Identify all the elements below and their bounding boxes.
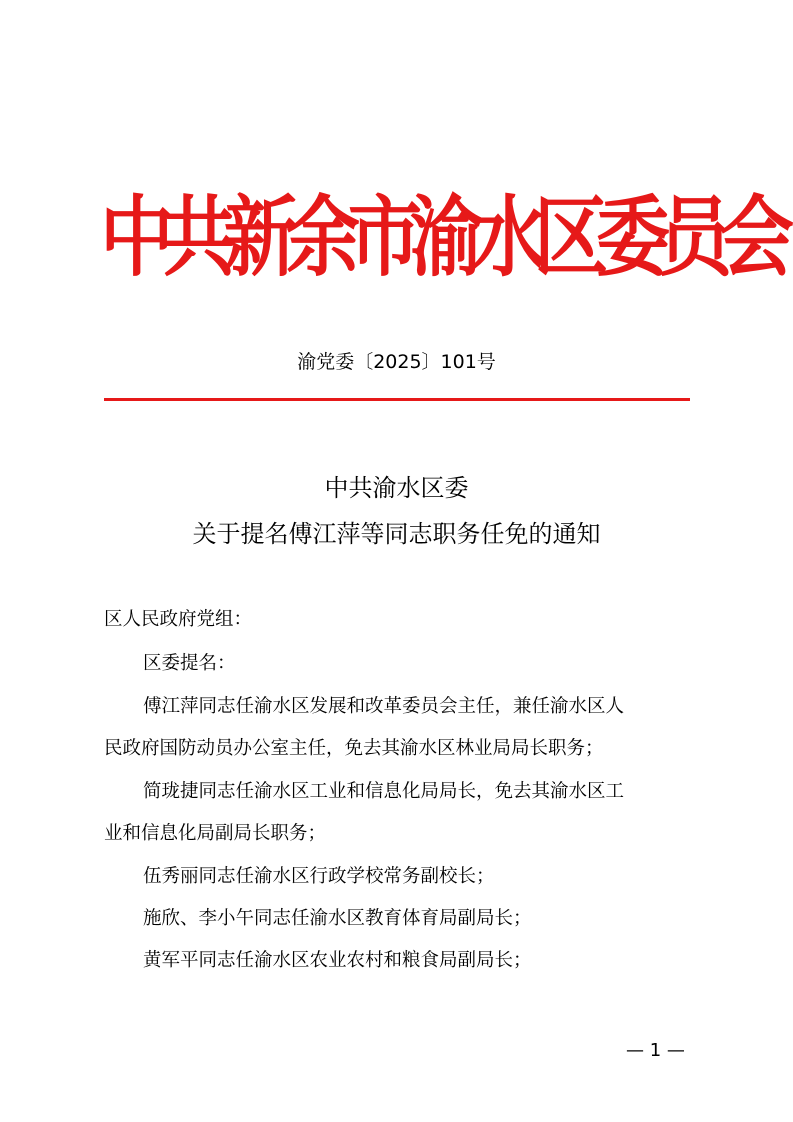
- body-line: 区委提名：: [143, 653, 236, 674]
- body-line: 伍秀丽同志任渝水区行政学校常务副校长；: [143, 866, 495, 887]
- page-number: — 1 —: [626, 1040, 685, 1061]
- body-line: 黄军平同志任渝水区农业农村和粮食局副局长；: [143, 950, 532, 971]
- body-line: 民政府国防动员办公室主任，免去其渝水区林业局局长职务；: [104, 738, 604, 759]
- body-line: 业和信息化局副局长职务；: [104, 823, 327, 844]
- document-number: 渝党委〔2025〕101号: [297, 351, 496, 373]
- red-divider-line: [104, 398, 690, 401]
- body-line: 简珑捷同志任渝水区工业和信息化局局长，免去其渝水区工: [143, 781, 625, 802]
- body-line: 傅江萍同志任渝水区发展和改革委员会主任，兼任渝水区人: [143, 696, 625, 717]
- masthead: [100, 182, 782, 294]
- masthead-title: 中共新余市渝水区委员会: [100, 187, 782, 289]
- notice-title-subject: 关于提名傅江萍等同志职务任免的通知: [192, 520, 601, 548]
- salutation: 区人民政府党组：: [104, 609, 253, 630]
- notice-title-issuer: 中共渝水区委: [324, 474, 469, 502]
- body-line: 施欣、李小午同志任渝水区教育体育局副局长；: [143, 908, 532, 929]
